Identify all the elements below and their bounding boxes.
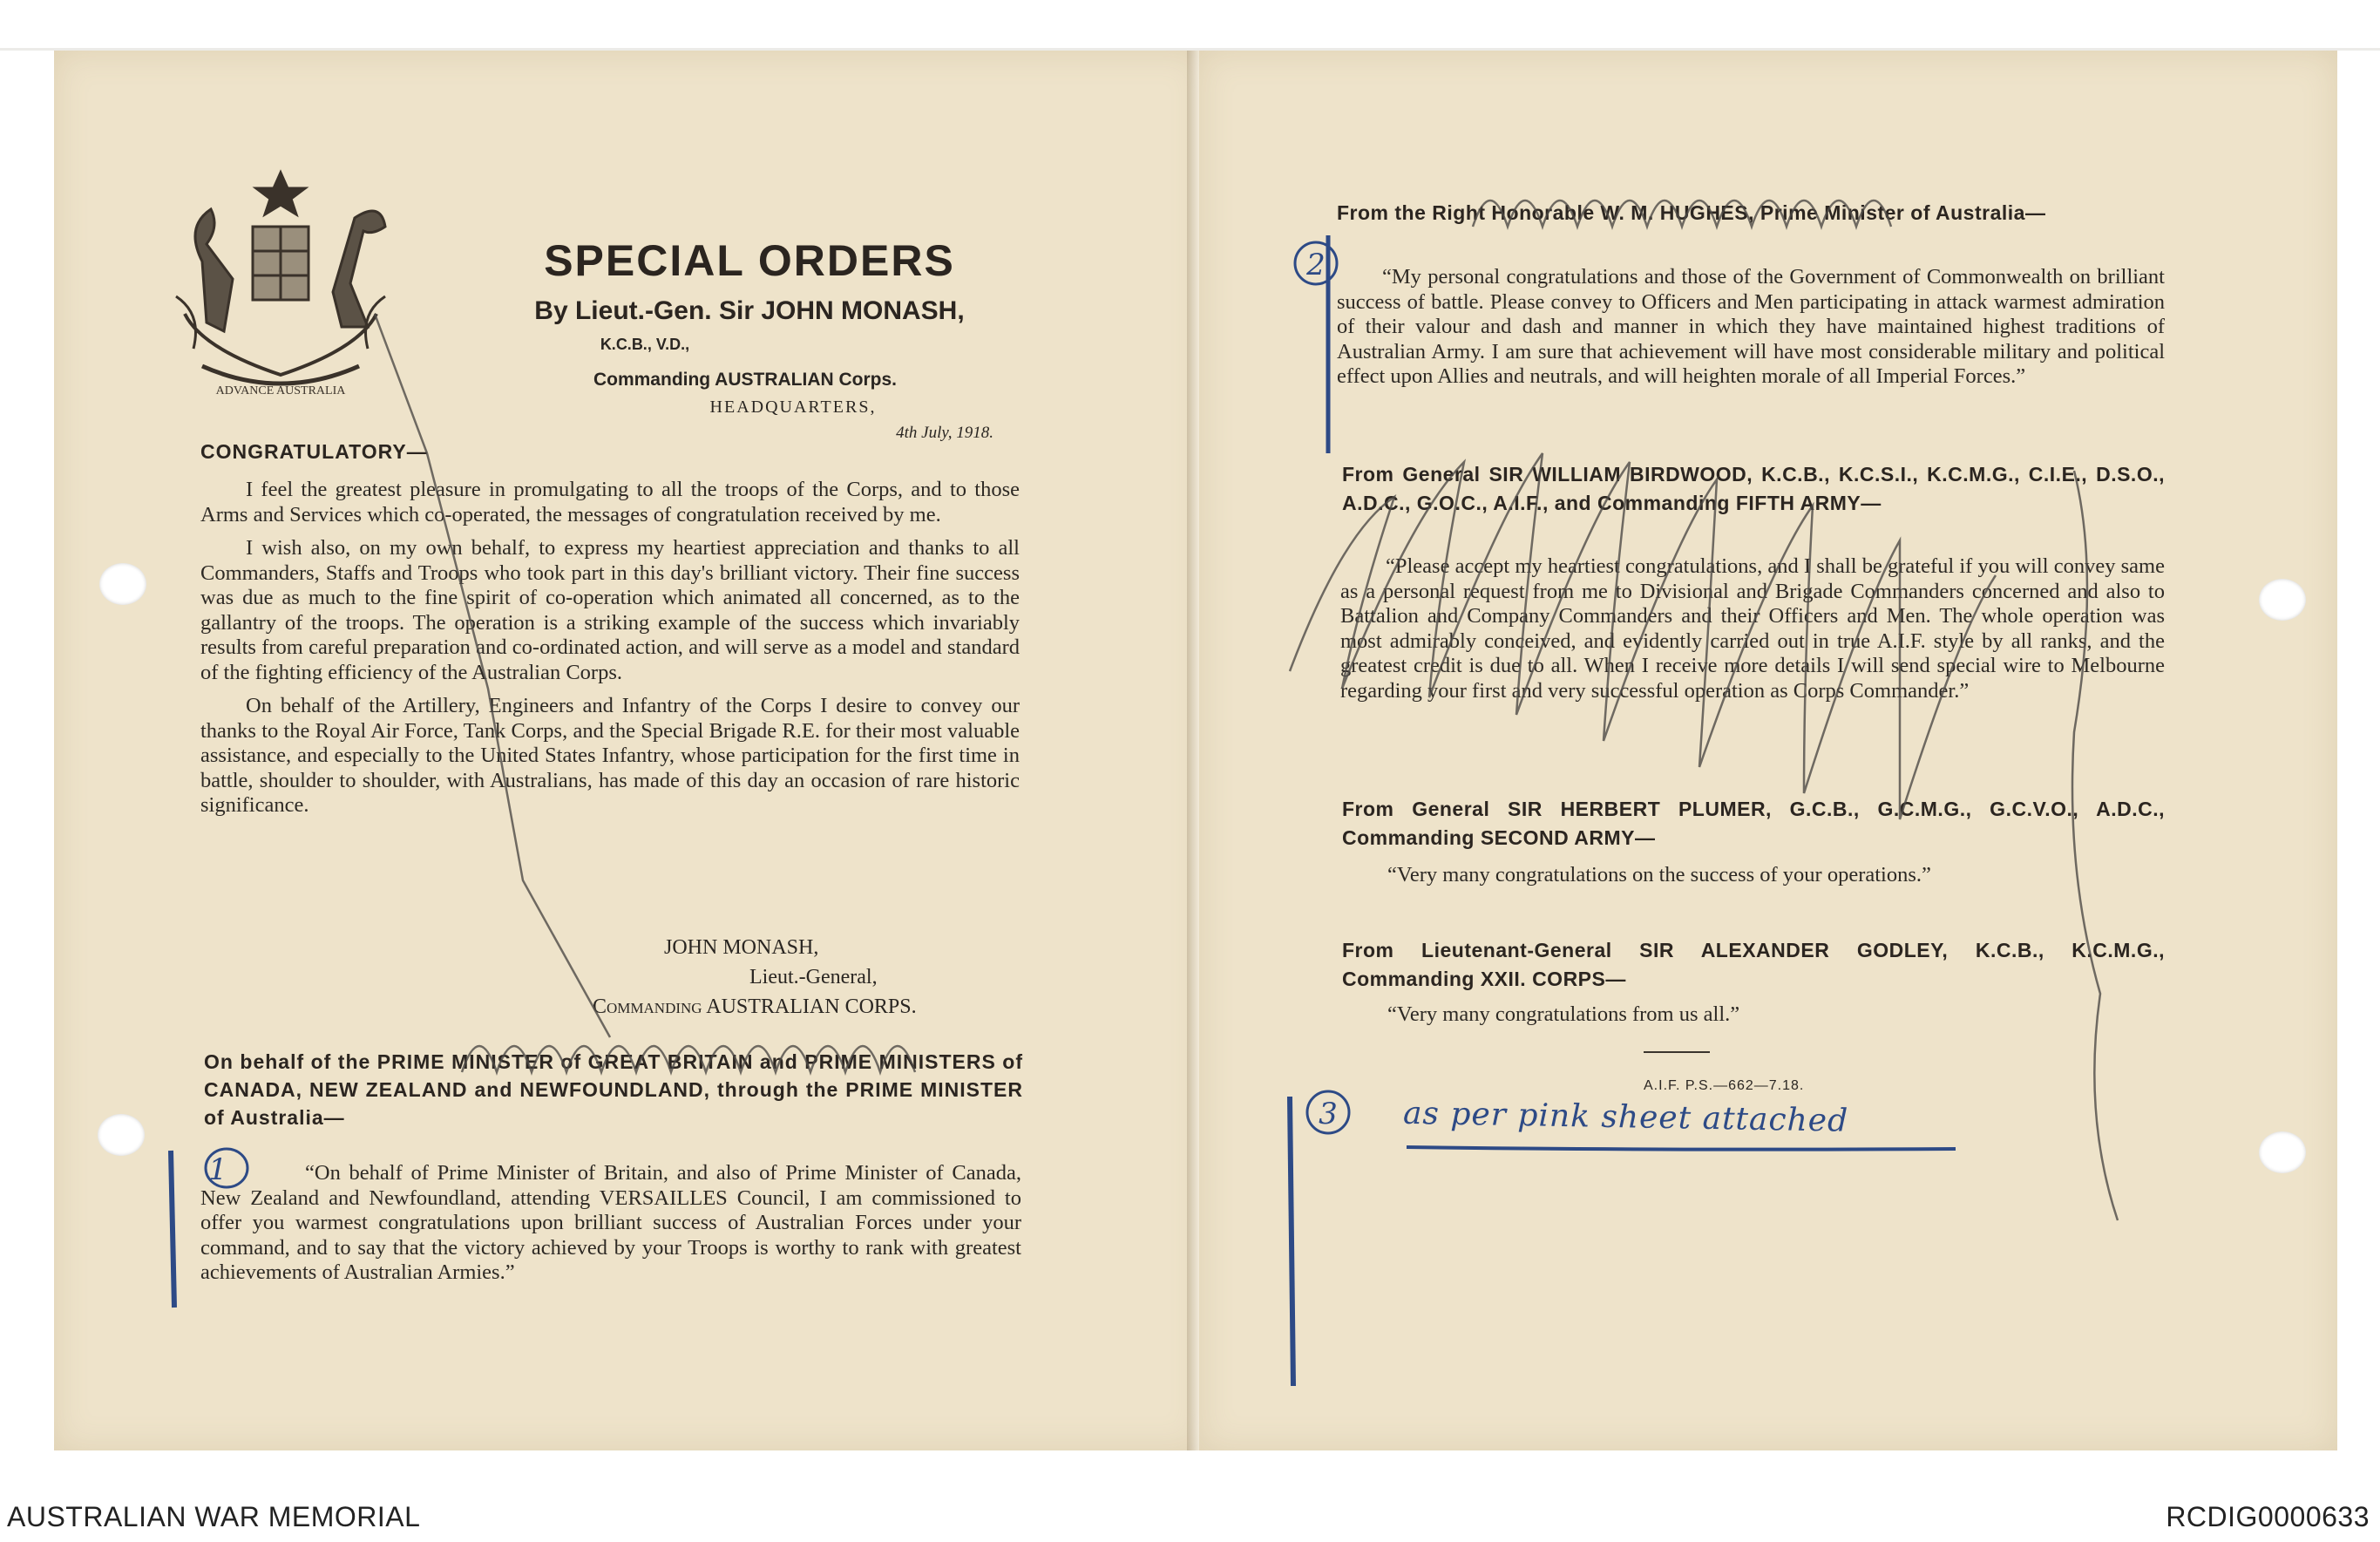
message-text: “My personal congratulations and those of the Government of Commonwealth on brilliant success of battle. Please convey to Officers and Men participating in attack warmest admiration of their valour and dash and manner in which they have maintained highest traditions of Australian Army. I am sure that achievement will have most considerable military and political effect upon Allies and neutrals, and will heighten morale of all Imperial Forces.”	[1337, 265, 2165, 388]
postnominals: K.C.B., V.D.,	[600, 336, 690, 353]
command-line: Commanding AUSTRALIAN Corps.	[593, 370, 898, 390]
paragraph: I feel the greatest pleasure in promulgating to all the troops of the Corps, and to those Arms and Services which co-operated, the messages of congratulation received by me.	[200, 478, 1020, 526]
message-body	[1340, 554, 2165, 703]
punch-hole	[98, 1114, 145, 1156]
message-heading: On behalf of the PRIME MINISTER of GREAT BRITAIN and PRIME MINISTERS of CANADA, NEW ZEALAND and NEWFOUNDLAND, through the PRIME MINISTER of Australia—	[204, 1050, 1023, 1129]
congratulatory-text	[200, 478, 1020, 827]
paragraph: I wish also, on my own behalf, to express my heartiest appreciation and thanks to all Commanders, Staffs and Troops who took part in this day's brilliant victory. Their fine success was due as much to the fine spirit of co-operation which animated all concerned, as to the gallantry of the troops. The operation is a striking example of the success which invariably results from careful preparation and co-ordinated action, and will serve as a model and standard of the fighting efficiency of the Australian Corps.	[200, 536, 1020, 684]
message-heading: From General SIR WILLIAM BIRDWOOD, K.C.B., K.C.S.I., K.C.M.G., C.I.E., D.S.O., A.D.C., G.O.C., A.I.F., and Commanding FIFTH ARMY—	[1342, 463, 2165, 514]
svg-text:ADVANCE AUSTRALIA: ADVANCE AUSTRALIA	[215, 384, 346, 397]
message-body	[1342, 1002, 2165, 1028]
message-heading: From General SIR HERBERT PLUMER, G.C.B., G.C.M.G., G.C.V.O., A.D.C., Commanding SECOND ARMY—	[1342, 798, 2165, 849]
margin-number-3: 3	[1319, 1097, 1338, 1131]
right-page	[1199, 51, 2337, 1450]
headquarters-label: HEADQUARTERS,	[709, 397, 877, 417]
message-body	[1342, 863, 2165, 888]
message-heading: From Lieutenant-General SIR ALEXANDER GODLEY, K.C.B., K.C.M.G., Commanding XXII. CORPS—	[1342, 939, 2165, 990]
message-body: “On behalf of Prime Minister of Britain, and also of Prime Minister of Canada, New Zealand and Newfoundland, attending VERSAILLES Council, I am commissioned to offer you warmest congratulations upon brilliant success of Australian Forces under your command, and to say that the victory achieved by your Troops is worthy to rank with greatest achievements of Australian Armies.”	[200, 1161, 1021, 1284]
margin-number-2: 2	[1306, 248, 1326, 282]
coat-of-arms-emblem	[150, 166, 411, 427]
punch-hole	[99, 563, 146, 605]
fold-crease	[1187, 51, 1199, 1450]
paragraph: On behalf of the Artillery, Engineers and Infantry of the Corps I desire to convey our thanks to the Royal Air Force, Tank Corps, and the Special Brigade R.E. for their most valuable assistance, and especially to the United States Infantry, whose participation for the first time in battle, shoulder to shoulder, with Australians, has made of this day an occasion of rare historic significance.	[200, 694, 1020, 817]
message-text: “Very many congratulations on the success of your operations.”	[1387, 863, 1931, 886]
signature-name: JOHN MONASH,	[664, 936, 819, 959]
form-reference: A.I.F. P.S.—662—7.18.	[1644, 1078, 1805, 1093]
document-title: SPECIAL ORDERS	[544, 236, 955, 285]
order-date: 4th July, 1918.	[896, 424, 993, 442]
issuer-line: By Lieut.-Gen. Sir JOHN MONASH,	[534, 296, 965, 325]
message-heading: From the Right Honorable W. M. HUGHES, Prime Minister of Australia—	[1337, 201, 2046, 224]
archive-label: AUSTRALIAN WAR MEMORIAL	[7, 1501, 421, 1532]
punch-hole	[2259, 579, 2306, 621]
message-body	[1337, 265, 2165, 390]
message-text: “Please accept my heartiest congratulations, and I shall be grateful if you will convey same as a personal request from me to Divisional and Brigade Commanders concerned and also to Battalion and Company Commanders and their Officers and Men. The whole operation was most admirably conceived, and evidently carried out in true A.I.F. style by all ranks, and the greatest credit is due to all. When I receive more details I will send special wire to Melbourne regarding your first and very successful operation as Corps Commander.”	[1340, 554, 2165, 703]
message-text: “Very many congratulations from us all.”	[1387, 1002, 1740, 1026]
closing-rule	[1644, 1051, 1710, 1053]
punch-hole	[2259, 1131, 2306, 1173]
handwritten-note: as per pink sheet attached	[1402, 1095, 1849, 1139]
record-id: RCDIG0000633	[2166, 1501, 2370, 1532]
margin-number-1: 1	[208, 1152, 227, 1187]
signature-command: Commanding AUSTRALIAN CORPS.	[593, 995, 917, 1018]
section-heading: CONGRATULATORY—	[200, 440, 428, 463]
signature-rank: Lieut.-General,	[749, 966, 878, 988]
